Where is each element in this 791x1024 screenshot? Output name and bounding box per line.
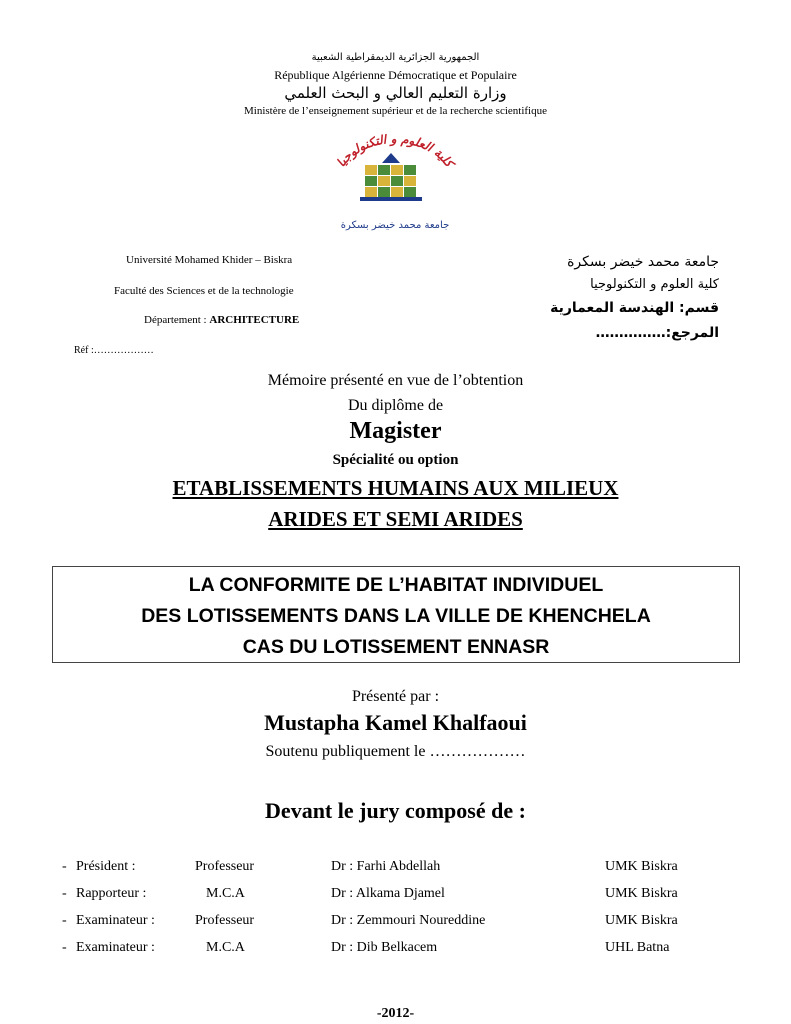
department-fr — [144, 314, 299, 326]
reference-fr: Réf :……………… — [74, 345, 154, 356]
jury-role: Examinateur : — [76, 913, 155, 928]
jury-row — [0, 913, 791, 933]
jury-heading: Devant le jury composé de : — [265, 798, 526, 823]
jury-member-name: Dr : Farhi Abdellah — [331, 859, 441, 874]
logo-bottom-text: جامعة محمد خيضر بسكرة — [340, 220, 450, 231]
jury-row — [0, 940, 791, 960]
jury-rank: M.C.A — [206, 886, 245, 901]
presented-by-label: Présenté par : — [351, 688, 440, 705]
jury-member-name: Dr : Dib Belkacem — [331, 940, 438, 955]
republic-french: République Algérienne Démocratique et Populaire — [274, 68, 517, 82]
department-value: ARCHITECTURE — [209, 314, 300, 326]
footer-year: -2012- — [376, 1006, 415, 1021]
degree-title: Magister — [349, 418, 442, 444]
jury-dash: - — [62, 859, 67, 874]
jury-institution: UMK Biskra — [605, 913, 678, 928]
specialty-label: Spécialité ou option — [332, 452, 459, 468]
republic-arabic: الجمهورية الجزائرية الديمقراطية الشعبية — [311, 52, 480, 63]
department-label: Département : — [144, 314, 210, 326]
university-logo — [320, 125, 470, 235]
jury-dash: - — [62, 886, 67, 901]
university-name-fr: Université Mohamed Khider – Biskra — [126, 254, 293, 266]
author-name: Mustapha Kamel Khalfaoui — [264, 710, 527, 735]
faculty-name-fr: Faculté des Sciences et de la technologie — [114, 285, 294, 297]
logo-emblem — [360, 153, 422, 201]
faculty-name-ar: كلية العلوم و التكنولوجيا — [590, 277, 719, 292]
jury-role: Examinateur : — [76, 940, 155, 955]
jury-row — [0, 859, 791, 879]
intro-line-1: Mémoire présenté en vue de l’obtention — [267, 372, 524, 389]
thesis-title-line-1: LA CONFORMITE DE L’HABITAT INDIVIDUEL — [188, 574, 604, 596]
university-name-ar: جامعة محمد خيضر بسكرة — [567, 254, 719, 270]
thesis-title-line-2: DES LOTISSEMENTS DANS LA VILLE DE KHENCHELA — [141, 605, 651, 627]
jury-rank: Professeur — [195, 859, 255, 874]
department-ar: قسم: الهندسة المعمارية — [550, 300, 719, 316]
specialty-line-1: ETABLISSEMENTS HUMAINS AUX MILIEUX — [172, 476, 619, 500]
jury-member-name: Dr : Alkama Djamel — [331, 886, 445, 901]
thesis-title-box — [52, 566, 740, 663]
jury-institution: UMK Biskra — [605, 886, 678, 901]
jury-institution: UMK Biskra — [605, 859, 678, 874]
intro-line-2: Du diplôme de — [347, 397, 444, 414]
thesis-title-line-3: CAS DU LOTISSEMENT ENNASR — [242, 636, 550, 658]
specialty-line-2: ARIDES ET SEMI ARIDES — [268, 507, 523, 531]
ministry-french: Ministère de l’enseignement supérieur et de la recherche scientifique — [244, 105, 547, 117]
jury-rank: Professeur — [195, 913, 255, 928]
jury-row — [0, 886, 791, 906]
jury-institution: UHL Batna — [605, 940, 670, 955]
jury-role: Rapporteur : — [76, 886, 147, 901]
jury-member-name: Dr : Zemmouri Noureddine — [331, 913, 486, 928]
defense-date-line: Soutenu publiquement le ……………… — [265, 743, 526, 760]
ministry-arabic: وزارة التعليم العالي و البحث العلمي — [284, 84, 507, 102]
jury-role: Président : — [76, 859, 136, 874]
logo-arc-text: كلية العلوم و التكنولوجيا — [333, 131, 457, 170]
reference-ar: المرجع:…………… — [595, 325, 719, 341]
jury-dash: - — [62, 913, 67, 928]
jury-dash: - — [62, 940, 67, 955]
jury-rank: M.C.A — [206, 940, 245, 955]
